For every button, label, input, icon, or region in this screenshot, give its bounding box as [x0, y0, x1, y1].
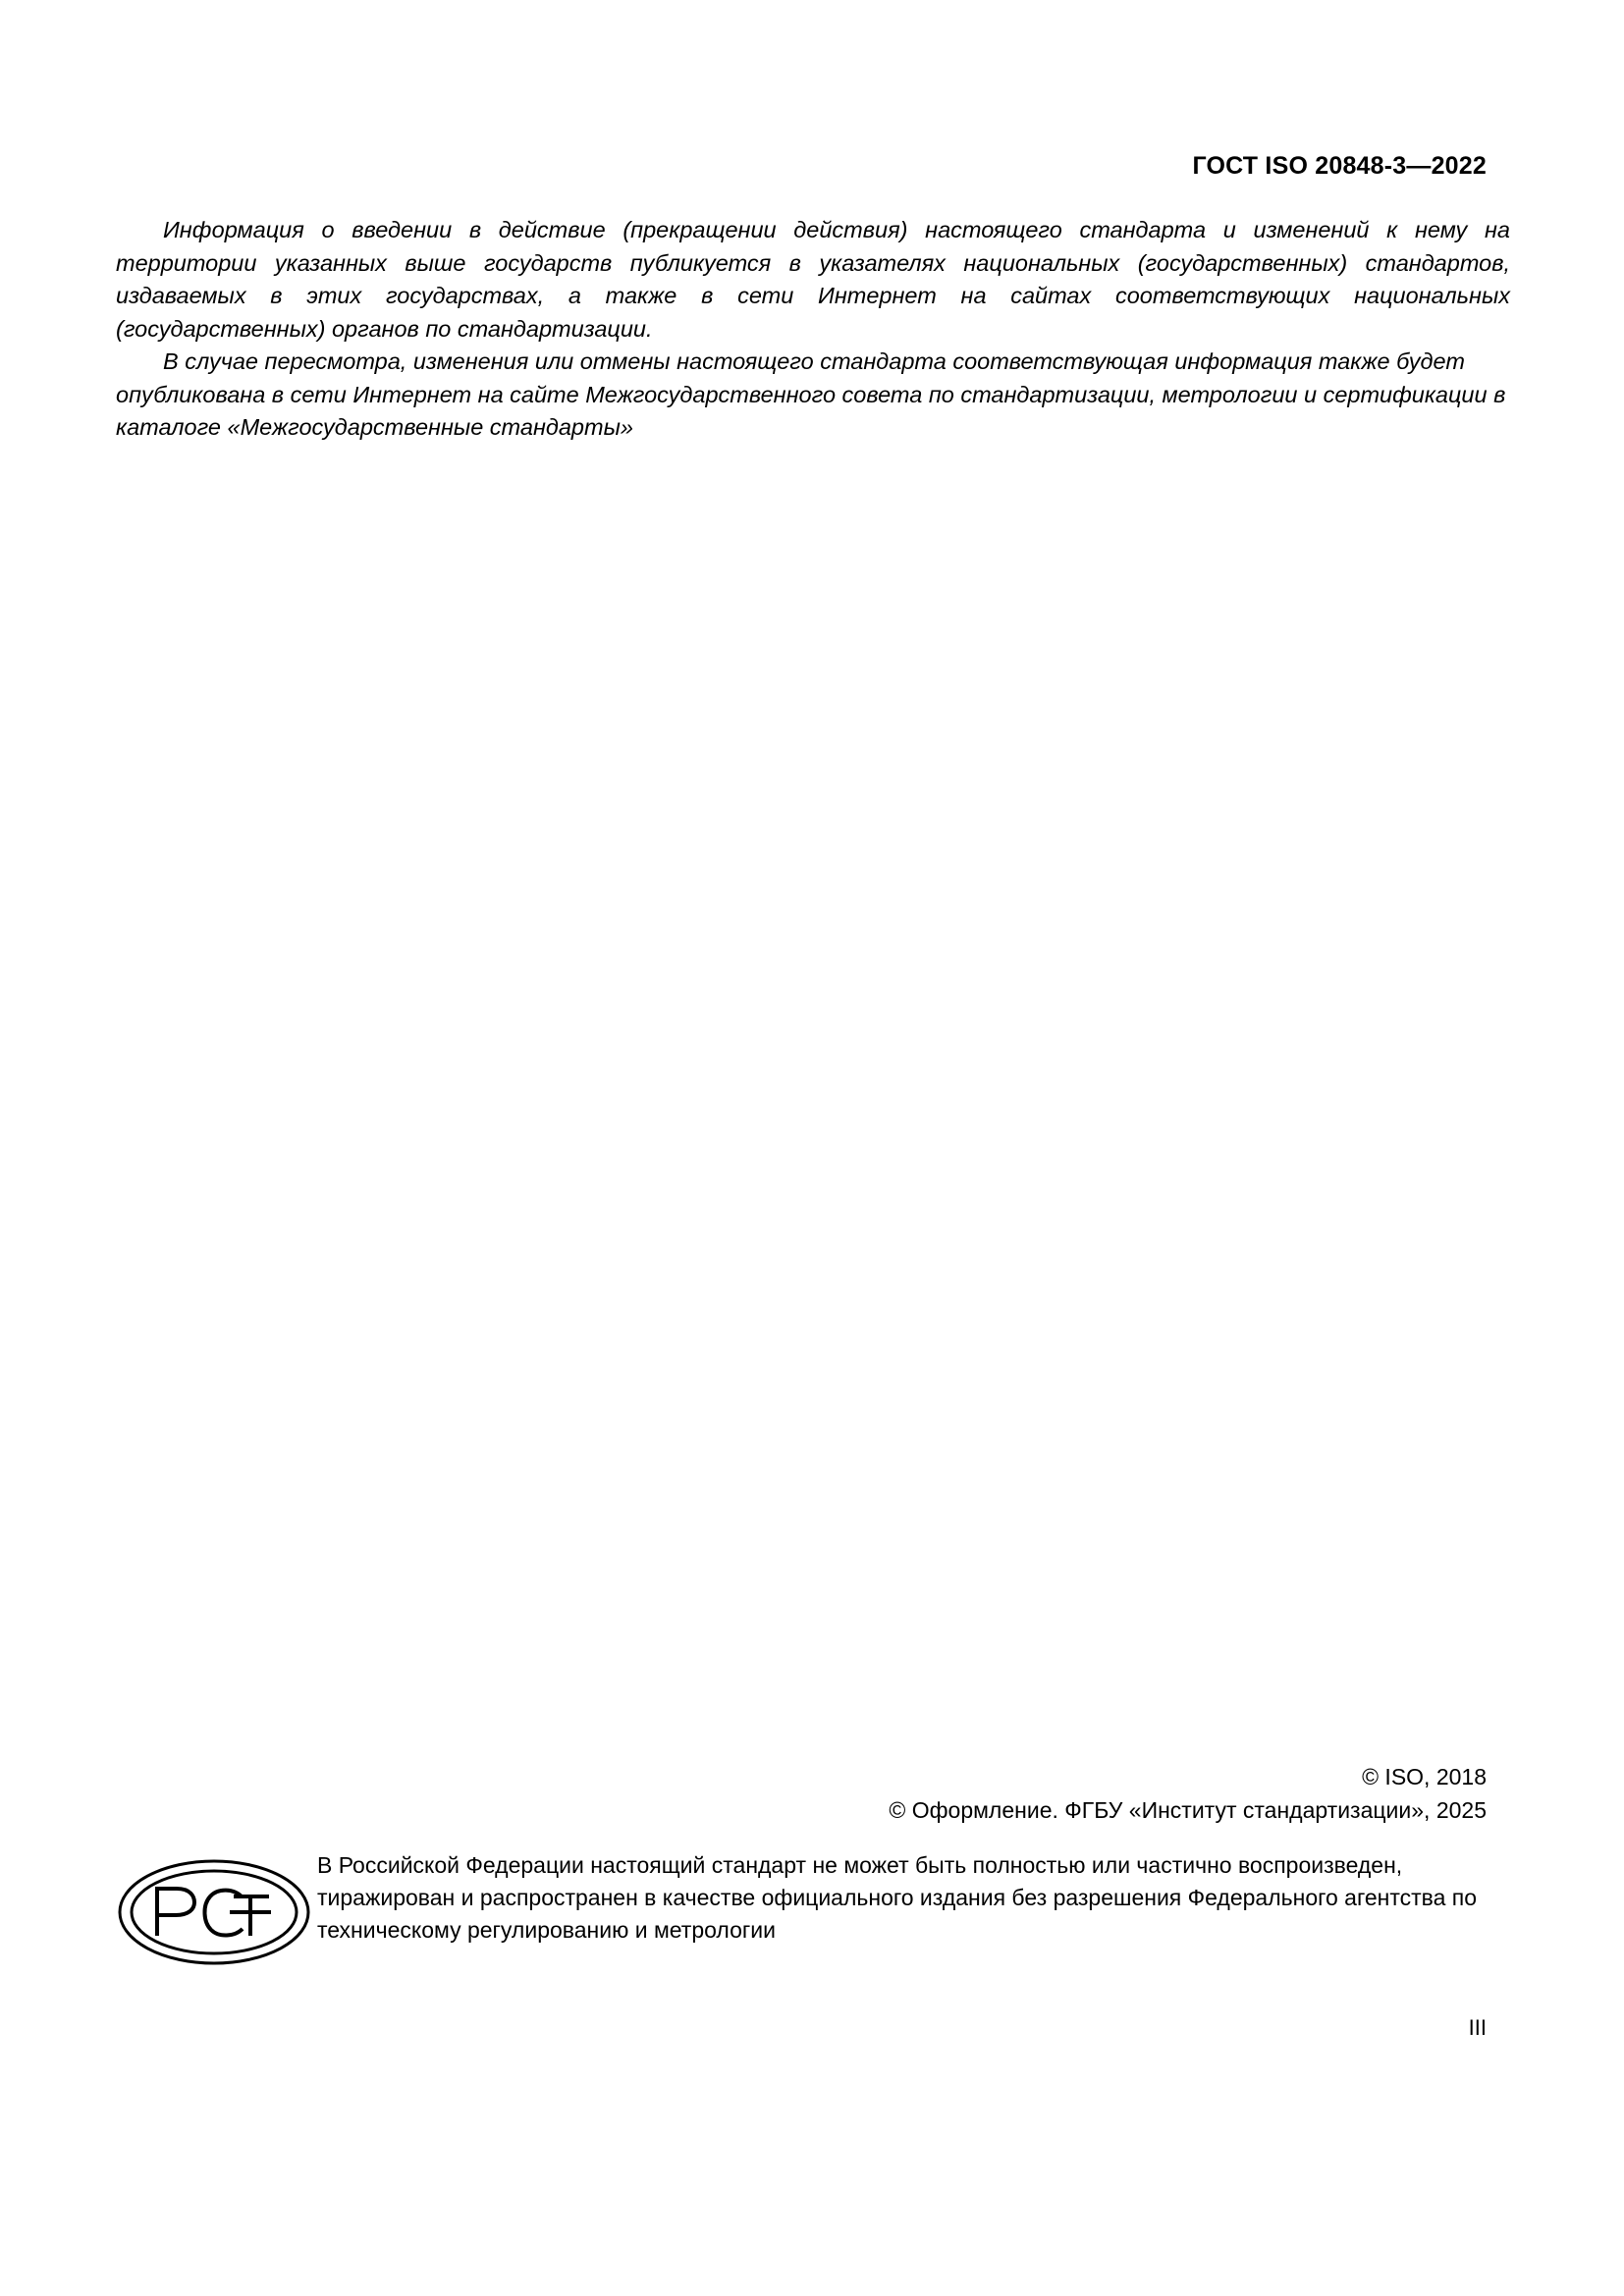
rosstandart-emblem-icon: [116, 1845, 317, 1971]
bottom-note-section: [116, 1845, 1510, 1971]
restriction-note: [317, 1845, 1510, 1947]
copyright-line-iso: © ISO, 2018: [1362, 1764, 1487, 1789]
page-number: III: [1468, 2015, 1487, 2040]
intro-paragraph-1: Информация о введении в действие (прекращении действия) настоящего стандарта и изменений к нему на территории указанных выше государств публикуется в указателях национальных (государственных) стандартов, издаваемых в этих государствах, а также в сети Интернет на сайтах соответствующих национальных (государственных) органов по стандартизации.: [116, 217, 1510, 342]
restriction-note-text: В Российской Федерации настоящий стандарт не может быть полностью или частично воспроизведен, тиражирован и распространен в качестве официального издания без разрешения Федерального агентства по техническому регулированию и метрологии: [317, 1852, 1478, 1943]
page-title: ГОСТ ISO 20848-3—2022: [1192, 152, 1487, 180]
copyright-block: [889, 1760, 1487, 1827]
intro-text-block: [116, 214, 1510, 445]
copyright-line-design: © Оформление. ФГБУ «Институт стандартизации», 2025: [889, 1797, 1487, 1823]
intro-paragraph-2: В случае пересмотра, изменения или отмены настоящего стандарта соответствующая информация также будет опубликована в сети Интернет на сайте Межгосударственного совета по стандартизации, метрологии и сертификации в каталоге «Межгосударственные стандарты»: [116, 348, 1506, 440]
